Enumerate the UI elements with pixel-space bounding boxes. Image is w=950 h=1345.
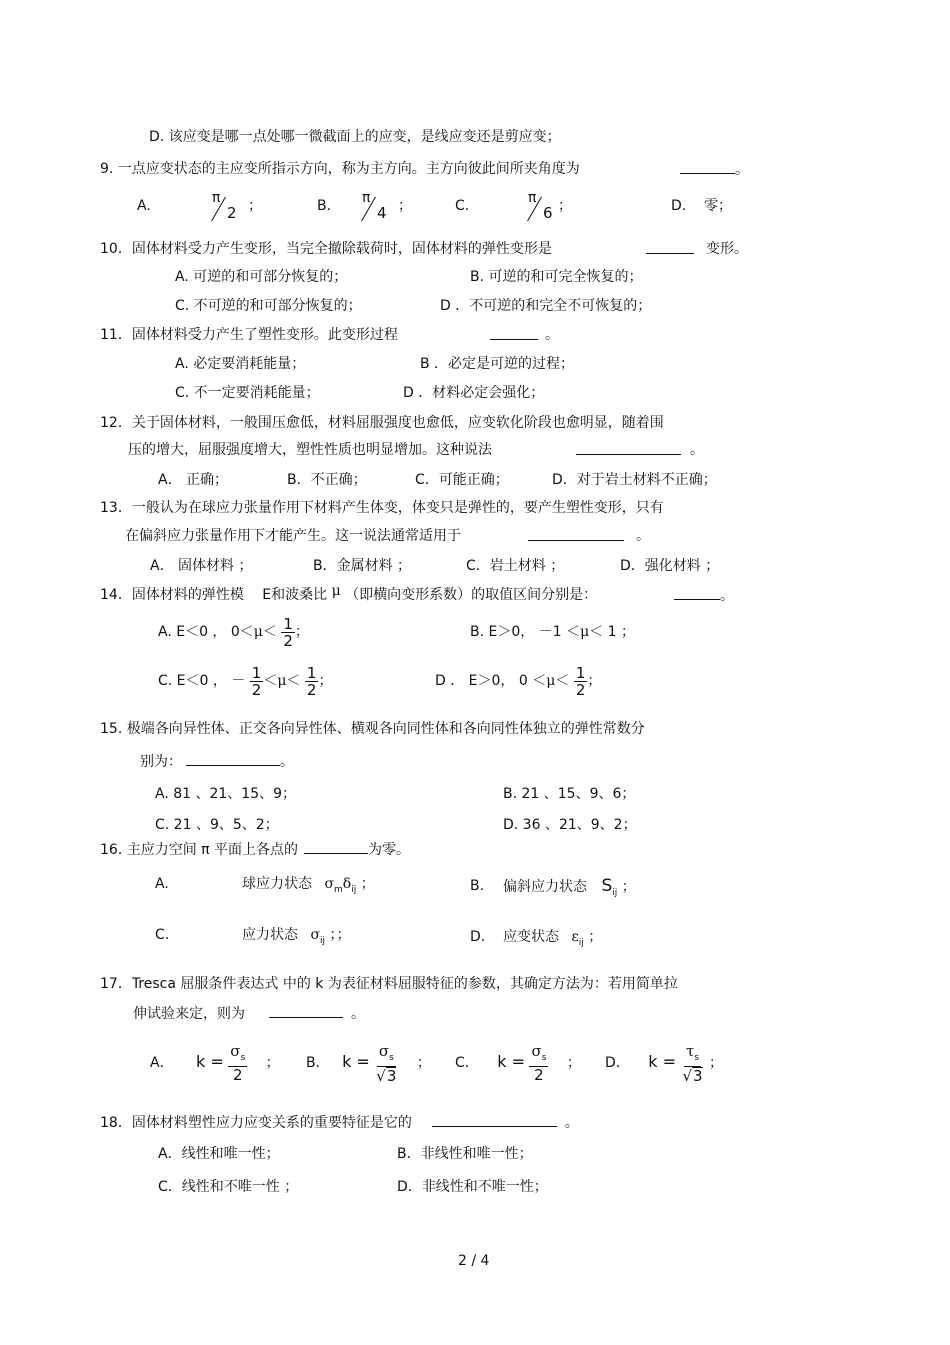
- q9-option-b-fraction: π 4: [362, 190, 387, 222]
- q16-option-b: 偏斜应力状态 $S_{ij}$ ；: [503, 876, 636, 898]
- q14-stem: [100, 583, 598, 604]
- q12-option-a: A． 正确；: [158, 472, 229, 488]
- q13-line1: 13．一般认为在球应力张量作用下材料产生体变，体变只是弹性的，要产生塑性变形，只有: [100, 500, 664, 516]
- q17-option-b: B． k = $\frac{\sigma_s}{√3}$ ；: [306, 1041, 431, 1085]
- q16-end: 为零。: [368, 842, 411, 858]
- q15-option-d: D. 36 、21、9、2；: [503, 817, 637, 833]
- q16-option-c-label: C.: [155, 927, 170, 943]
- q14-stem-a: 14．固体材料的弹性模: [100, 587, 244, 603]
- k-symbol: k =: [648, 1052, 676, 1071]
- q14-end: 。: [720, 588, 734, 604]
- q13-end: 。: [636, 528, 650, 544]
- q17-line2-text: 伸试验来定，则为: [133, 1006, 245, 1022]
- q14-option-a-rest: ＜: [262, 624, 277, 640]
- q13-option-b: B．金属材料 ；: [313, 558, 412, 574]
- q14-option-a-text: A. E＜0 ， 0＜: [158, 624, 254, 640]
- tau-over-sqrt3-fraction: $\frac{\tau_s}{√3}$: [682, 1041, 703, 1085]
- q12-line1: 12．关于固体材料，一般围压愈低，材料屈服强度也愈低，应变软化阶段也愈明显，随着围: [100, 415, 664, 431]
- q18-answer-blank: [432, 1113, 557, 1127]
- q9-option-a-fraction: π 2: [212, 190, 237, 222]
- q10-answer-blank: [646, 240, 694, 259]
- q12-end: 。: [690, 442, 704, 458]
- q14-option-b-rest: ＜ 1 ；: [589, 624, 635, 640]
- q12-option-b: B．不正确；: [287, 472, 367, 488]
- q12-line2: 压的增大，屈服强度增大，塑性性质也明显增加。这种说法: [128, 442, 492, 458]
- q14-stem-c: （即横向变形系数）的取值区间分别是：: [345, 587, 598, 603]
- q10-option-b: B. 可逆的和可完全恢复的；: [470, 269, 643, 285]
- q16-option-b-label: B.: [470, 878, 485, 894]
- q11-option-b: B ．必定是可逆的过程；: [420, 356, 575, 372]
- one-half-fraction: $\frac{1}{2}$: [283, 614, 293, 650]
- q9-b-semicolon: ；: [398, 198, 412, 214]
- q13-line2: 在偏斜应力张量作用下才能产生。这一说法通常适用于: [125, 528, 461, 544]
- q16-option-b-text: 偏斜应力状态: [503, 879, 587, 895]
- q9-c-semicolon: ；: [558, 198, 572, 214]
- q15-option-c: C. 21 、9、5、2；: [155, 817, 279, 833]
- q15-line2: [140, 752, 294, 771]
- q16-option-d: 应变状态 $\varepsilon_{ij}$ ；: [503, 929, 603, 948]
- q15-line2-text: 别为：: [140, 754, 182, 770]
- q18-stem-text: 18．固体材料塑性应力应变关系的重要特征是它的: [100, 1115, 412, 1131]
- epsilon-symbol: ε: [571, 929, 579, 945]
- q17-option-a-label: A．: [150, 1055, 174, 1071]
- sigma-symbol: σ: [310, 927, 321, 943]
- sigma-over-2-fraction: $\frac{\sigma_s}{2}$: [230, 1042, 246, 1084]
- mu-symbol: μ: [277, 673, 287, 689]
- sigma-over-2-fraction: $\frac{\sigma_s}{2}$: [531, 1042, 547, 1084]
- q10-end: 变形。: [706, 241, 748, 257]
- q9-option-a-label: A.: [137, 198, 151, 214]
- q17-option-c: C． k = $\frac{\sigma_s}{2}$ ；: [455, 1042, 581, 1084]
- q16-option-d-text: 应变状态: [503, 929, 559, 945]
- q17-option-c-label: C．: [455, 1055, 479, 1071]
- q14-option-d-rest: ＜: [555, 673, 570, 689]
- mu-symbol: μ: [546, 673, 556, 689]
- q15-option-a: A. 81 、21、15、9；: [155, 786, 297, 802]
- mu-symbol: μ: [580, 624, 590, 640]
- q14-option-a: A. E＜0 ， 0＜μ＜ $\frac{1}{2}$ ；: [158, 614, 309, 650]
- q9-stem: 9. 一点应变状态的主应变所指示方向，称为主方向。主方向彼此间所夹角度为: [100, 161, 580, 177]
- q9-option-b-label: B.: [317, 198, 332, 214]
- q9-answer-blank: [680, 160, 749, 179]
- q18-option-a: A．线性和唯一性；: [158, 1146, 280, 1162]
- q16-stem: [100, 840, 410, 859]
- q18-option-b: B．非线性和唯一性；: [397, 1146, 533, 1162]
- q16-option-c: 应力状态 $\sigma_{ij}$ ；；: [242, 927, 351, 946]
- q14-option-b: [470, 614, 635, 650]
- q17-option-a: A． k = $\frac{\sigma_s}{2}$ ；: [150, 1042, 280, 1084]
- q11-answer-blank: [490, 326, 538, 345]
- q17-end: 。: [351, 1006, 365, 1022]
- q14-option-c: C. E＜0 ， － $\frac{1}{2}$ ＜μ＜ $\frac{1}{2}$ ；: [158, 663, 333, 699]
- q8-option-d: D. 该应变是哪一点处哪一微截面上的应变，是线应变还是剪应变；: [149, 129, 561, 145]
- q16-option-c-text: 应力状态: [242, 927, 298, 943]
- q14-option-d-text: D ． E＞0， 0 ＜: [435, 673, 547, 689]
- q16-option-a-text: 球应力状态: [242, 876, 312, 892]
- pi-symbol: π: [362, 190, 371, 206]
- page-number: 2 / 4: [458, 1253, 490, 1269]
- q17-option-d-label: D．: [605, 1055, 630, 1071]
- q16-option-a-label: A.: [155, 876, 169, 892]
- delta-symbol: δ: [342, 876, 352, 892]
- q9-option-c-fraction: π 6: [528, 190, 553, 222]
- q15-option-b: B. 21 、15、9、6；: [503, 786, 636, 802]
- q14-answer-blank: [674, 586, 734, 605]
- one-half-fraction: $\frac{1}{2}$: [306, 663, 317, 699]
- q10-stem: 10．固体材料受力产生变形，当完全撤除载荷时，固体材料的弹性变形是: [100, 241, 552, 257]
- q13-option-a: A． 固体材料 ；: [150, 558, 253, 574]
- s-symbol: S: [601, 876, 613, 896]
- k-symbol: k =: [342, 1052, 370, 1071]
- q16-option-a: 球应力状态 $\sigma_m\delta_{ij}$ ；: [242, 876, 375, 895]
- q9-option-c-label: C.: [455, 198, 470, 214]
- q14-option-d: D ． E＞0， 0 ＜μ＜ $\frac{1}{2}$ ；: [435, 663, 602, 699]
- q15-answer-blank: [186, 752, 280, 766]
- q13-answer-blank: [528, 527, 624, 546]
- q9-option-d-text: 零；: [704, 198, 732, 214]
- q17-option-d: D． k = $\frac{\tau_s}{√3}$ ；: [605, 1041, 724, 1085]
- q12-answer-blank: [576, 441, 681, 460]
- one-half-fraction: $\frac{1}{2}$: [575, 663, 586, 699]
- k-symbol: k =: [497, 1052, 525, 1071]
- one-half-fraction: $\frac{1}{2}$: [251, 663, 262, 699]
- k-symbol: k =: [196, 1052, 224, 1071]
- q16-stem-text: 16. 主应力空间 π 平面上各点的: [100, 842, 299, 858]
- q14-stem-b: E和波桑比: [262, 587, 328, 603]
- q18-option-c: C．线性和不唯一性 ；: [158, 1179, 299, 1195]
- q17-line1: 17．Tresca 屈服条件表达式 中的 k 为表征材料屈服特征的参数，其确定方法为：若用简单拉: [100, 976, 678, 992]
- q15-line1: 15. 极端各向异性体、正交各向异性体、横观各向同性体和各向同性体独立的弹性常数分: [100, 721, 645, 737]
- mu-symbol: μ: [253, 624, 263, 640]
- q12-option-c: C．可能正确；: [415, 472, 509, 488]
- q14-option-c-text: C. E＜0 ， －: [158, 673, 246, 689]
- q11-option-d: D ．材料必定会强化；: [403, 385, 545, 401]
- q16-answer-blank: [304, 840, 368, 854]
- mu-symbol: μ: [331, 583, 341, 599]
- q13-option-d: D．强化材料 ；: [620, 558, 720, 574]
- q17-answer-blank: [269, 1004, 343, 1018]
- q9-option-d-label: D.: [671, 198, 687, 214]
- q10-option-c: C. 不可逆的和可部分恢复的；: [175, 298, 362, 314]
- sigma-over-sqrt3-fraction: $\frac{\sigma_s}{√3}$: [376, 1041, 397, 1085]
- q13-option-c: C．岩土材料 ；: [466, 558, 565, 574]
- q18-stem: [100, 1113, 579, 1132]
- q9-end: 。: [735, 162, 749, 178]
- pi-symbol: π: [528, 190, 537, 206]
- sigma-symbol: σ: [324, 876, 335, 892]
- q14-option-b-text: B. E＞0， －1 ＜: [470, 624, 581, 640]
- q17-option-b-label: B．: [306, 1055, 330, 1071]
- q11-stem: 11．固体材料受力产生了塑性变形。此变形过程: [100, 327, 398, 343]
- q11-end: 。: [545, 327, 559, 343]
- q17-line2: [133, 1004, 365, 1023]
- q9-a-semicolon: ；: [248, 198, 262, 214]
- q11-option-c: C. 不一定要消耗能量；: [175, 385, 320, 401]
- q12-option-d: D．对于岩土材料不正确；: [552, 472, 717, 488]
- q10-option-d: D ．不可逆的和完全不可恢复的；: [440, 298, 652, 314]
- q10-option-a: A. 可逆的和可部分恢复的；: [175, 269, 348, 285]
- q11-option-a: A. 必定要消耗能量；: [175, 356, 306, 372]
- q18-end: 。: [564, 1115, 579, 1131]
- q16-option-d-label: D.: [470, 929, 486, 945]
- pi-symbol: π: [212, 190, 221, 206]
- q15-end: 。: [280, 754, 294, 770]
- q18-option-d: D．非线性和不唯一性；: [397, 1179, 548, 1195]
